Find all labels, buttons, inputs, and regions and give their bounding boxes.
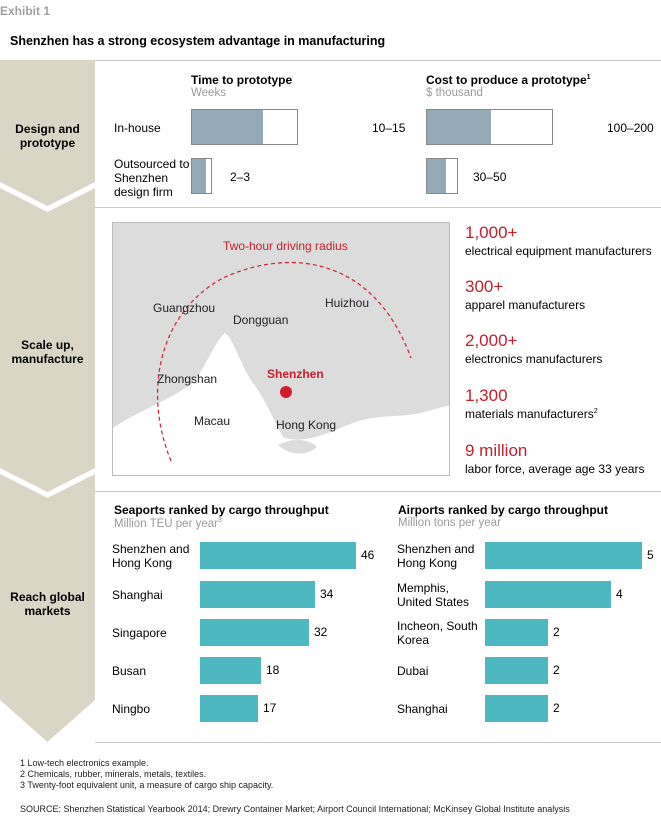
place-zhongshan: Zhongshan (157, 372, 218, 386)
seaport-label: Shanghai (112, 587, 163, 602)
cost-range-fill (427, 110, 491, 144)
region-map (112, 222, 450, 476)
place-macau: Macau (194, 414, 231, 428)
seaports-title: Seaports ranked by cargo throughput (114, 503, 329, 517)
place-huizhou: Huizhou (325, 296, 370, 310)
seaport-value: 46 (361, 548, 375, 562)
time-range-outsourced: 2–3 (230, 170, 251, 184)
stat-value: 9 million (465, 441, 528, 460)
time-title: Time to prototype (191, 73, 293, 87)
map-shapes (113, 223, 450, 476)
time-range-fill (192, 159, 206, 193)
stat-value: 1,300 (465, 386, 508, 405)
cost-range-inhouse: 100–200 (607, 121, 654, 135)
cost-title: Cost to produce a prototype$^1$ (426, 73, 591, 87)
airport-label: Shanghai (397, 701, 448, 716)
cost-unit: $ thousand (426, 87, 483, 99)
divider-bottom (95, 742, 661, 743)
airport-label: Memphis, United States (397, 580, 470, 609)
footnote: 1 Low-tech electronics example. (20, 758, 149, 768)
airports-unit: Million tons per year (398, 517, 501, 529)
place-shenzhen: Shenzhen (267, 367, 324, 381)
seaport-label: Ningbo (112, 701, 151, 716)
time-range-box (191, 158, 212, 194)
exhibit-label: Exhibit 1 (0, 4, 51, 18)
airport-bar (485, 542, 642, 569)
seaport-label: Busan (112, 663, 147, 678)
time-range-box (191, 109, 298, 145)
seaport-bar (200, 657, 261, 684)
airport-bar (485, 695, 548, 722)
airport-label: Dubai (397, 663, 429, 678)
radius-label: Two-hour driving radius (223, 239, 348, 253)
place-guangzhou: Guangzhou (153, 301, 216, 315)
seaport-value: 32 (314, 625, 328, 639)
seaports-unit: Million TEU per year$^3$ (114, 517, 222, 530)
cost-range-fill (427, 159, 446, 193)
stage-markets-label: Reach global markets (10, 590, 85, 618)
place-hong-kong: Hong Kong (276, 418, 337, 432)
airport-bar (485, 657, 548, 684)
seaport-label: Singapore (112, 625, 167, 640)
airport-value: 5 (647, 548, 654, 562)
seaport-value: 17 (263, 701, 277, 715)
stat-label: apparel manufacturers (465, 298, 586, 312)
airport-bar (485, 619, 548, 646)
airport-value: 4 (616, 587, 623, 601)
shenzhen-marker-icon (280, 386, 292, 398)
footnote: 2 Chemicals, rubber, minerals, metals, textiles. (20, 769, 207, 779)
seaport-label: Shenzhen and Hong Kong (112, 541, 190, 570)
stat-label: electrical equipment manufacturers (465, 244, 652, 258)
stat-value: 300+ (465, 277, 504, 296)
source-note: SOURCE: Shenzhen Statistical Yearbook 2014; Drewry Container Market; Airport Council International; McKinsey Global Institute analysis (20, 804, 570, 814)
stage-scale-label: Scale up, manufacture (11, 338, 84, 366)
stage-chevrons (0, 60, 96, 744)
stat-value: 1,000+ (465, 223, 518, 242)
cost-range-box (426, 158, 458, 194)
stat-value: 2,000+ (465, 331, 518, 350)
divider-top (95, 60, 661, 61)
stat-label: electronics manufacturers (465, 352, 603, 366)
seaport-bar (200, 542, 356, 569)
time-range-fill (192, 110, 263, 144)
divider-2 (95, 491, 661, 492)
airports-title: Airports ranked by cargo throughput (398, 503, 609, 517)
cost-range-box (426, 109, 553, 145)
seaport-bar (200, 619, 309, 646)
footnote: 3 Twenty-foot equivalent unit, a measure of cargo ship capacity. (20, 780, 274, 790)
time-unit: Weeks (191, 87, 226, 99)
page-title: Shenzhen has a strong ecosystem advantage in manufacturing (10, 34, 386, 48)
place-dongguan: Dongguan (233, 313, 289, 327)
airport-value: 2 (553, 701, 560, 715)
stage-design-label: Design and prototype (15, 122, 80, 150)
seaport-bar (200, 695, 258, 722)
airport-bar (485, 581, 611, 608)
stat-label: materials manufacturers$^2$ (465, 407, 598, 421)
airport-label: Incheon, South Korea (397, 618, 478, 647)
bay-water (113, 333, 450, 476)
time-range-inhouse: 10–15 (372, 121, 406, 135)
seaport-value: 18 (266, 663, 280, 677)
seaport-value: 34 (320, 587, 334, 601)
airport-label: Shenzhen and Hong Kong (397, 541, 475, 570)
cost-range-outsourced: 30–50 (473, 170, 507, 184)
airport-value: 2 (553, 625, 560, 639)
seaport-bar (200, 581, 315, 608)
divider-1 (95, 207, 661, 208)
row-label-outsourced: Outsourced to Shenzhen design firm (114, 157, 190, 199)
airport-value: 2 (553, 663, 560, 677)
row-label-inhouse: In-house (114, 121, 161, 135)
stat-label: labor force, average age 33 years (465, 462, 645, 476)
